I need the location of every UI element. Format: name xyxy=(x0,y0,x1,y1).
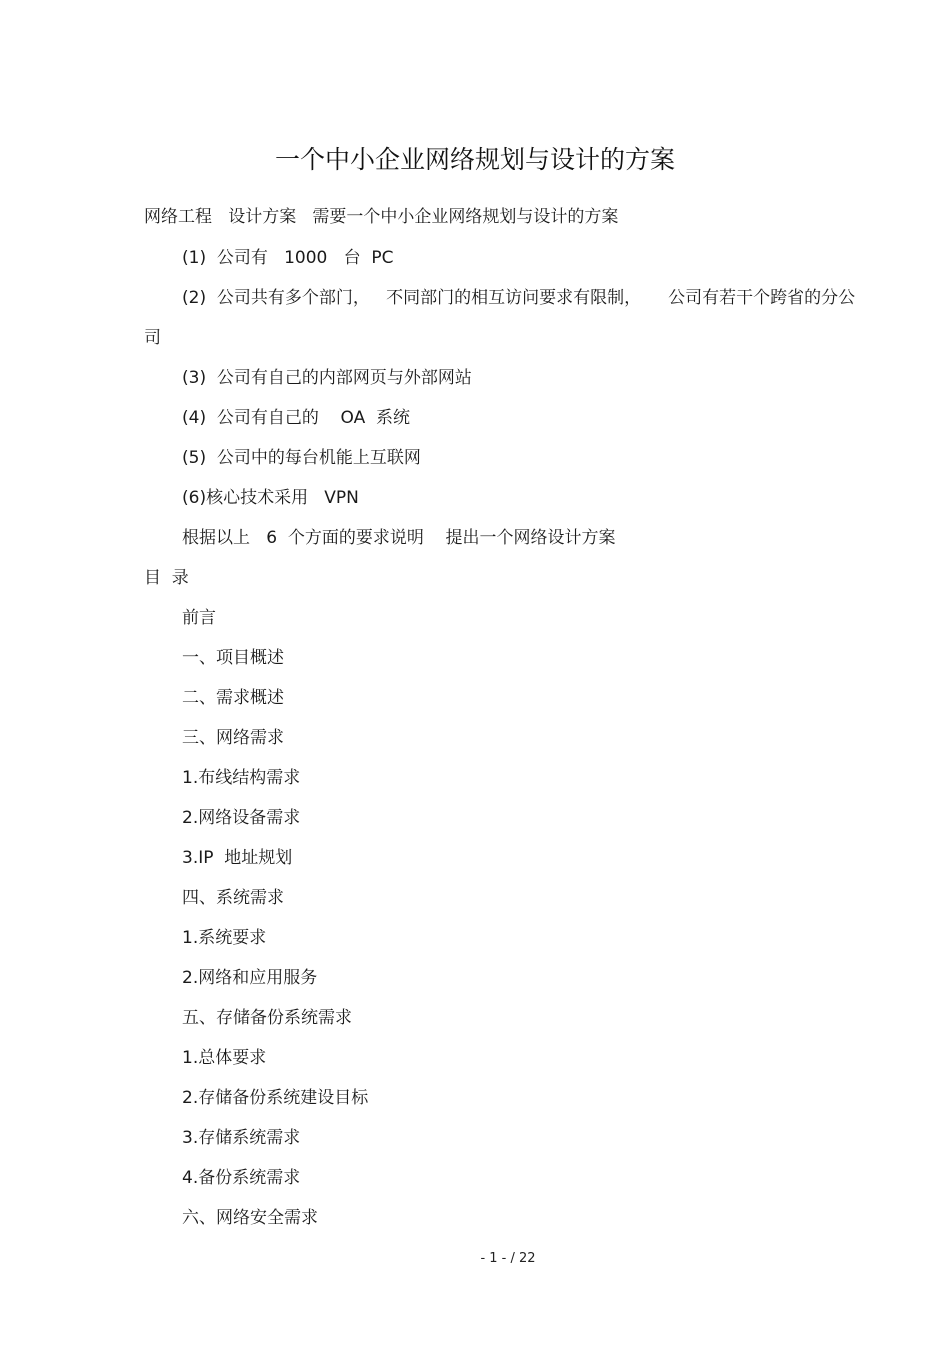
toc-item: 2.存储备份系统建设目标 xyxy=(182,1088,369,1108)
intro-line: 网络工程 设计方案 需要一个中小企业网络规划与设计的方案 xyxy=(144,207,619,227)
requirement-6: (6)核心技术采用 VPN xyxy=(182,488,359,508)
toc-item: 一、项目概述 xyxy=(182,648,284,668)
toc-item: 1.系统要求 xyxy=(182,928,267,948)
toc-item: 五、存储备份系统需求 xyxy=(182,1008,352,1028)
toc-item: 3.存储系统需求 xyxy=(182,1128,301,1148)
requirement-5: (5) 公司中的每台机能上互联网 xyxy=(182,448,421,468)
requirement-4: (4) 公司有自己的 OA 系统 xyxy=(182,408,411,428)
toc-item: 三、网络需求 xyxy=(182,728,284,748)
document-title: 一个中小企业网络规划与设计的方案 xyxy=(274,145,675,174)
requirement-2-continued: 司 xyxy=(144,328,161,348)
requirement-2: (2) 公司共有多个部门， 不同部门的相互访问要求有限制， 公司有若干个跨省的分公 xyxy=(182,288,856,308)
toc-item: 2.网络设备需求 xyxy=(182,808,301,828)
requirement-summary: 根据以上 6 个方面的要求说明 提出一个网络设计方案 xyxy=(182,528,616,548)
toc-item: 1.布线结构需求 xyxy=(182,768,301,788)
requirement-3: (3) 公司有自己的内部网页与外部网站 xyxy=(182,368,472,388)
toc-item: 六、网络安全需求 xyxy=(182,1208,318,1228)
requirement-1: (1) 公司有 1000 台 PC xyxy=(182,248,394,268)
page-number: - 1 - / 22 xyxy=(480,1251,536,1266)
toc-item: 1.总体要求 xyxy=(182,1048,267,1068)
toc-item: 2.网络和应用服务 xyxy=(182,968,318,988)
toc-item: 二、需求概述 xyxy=(182,688,284,708)
toc-item: 4.备份系统需求 xyxy=(182,1168,301,1188)
toc-heading: 目 录 xyxy=(144,568,189,588)
toc-item: 四、系统需求 xyxy=(182,888,284,908)
toc-item: 前言 xyxy=(182,608,216,628)
toc-item: 3.IP 地址规划 xyxy=(182,848,293,868)
